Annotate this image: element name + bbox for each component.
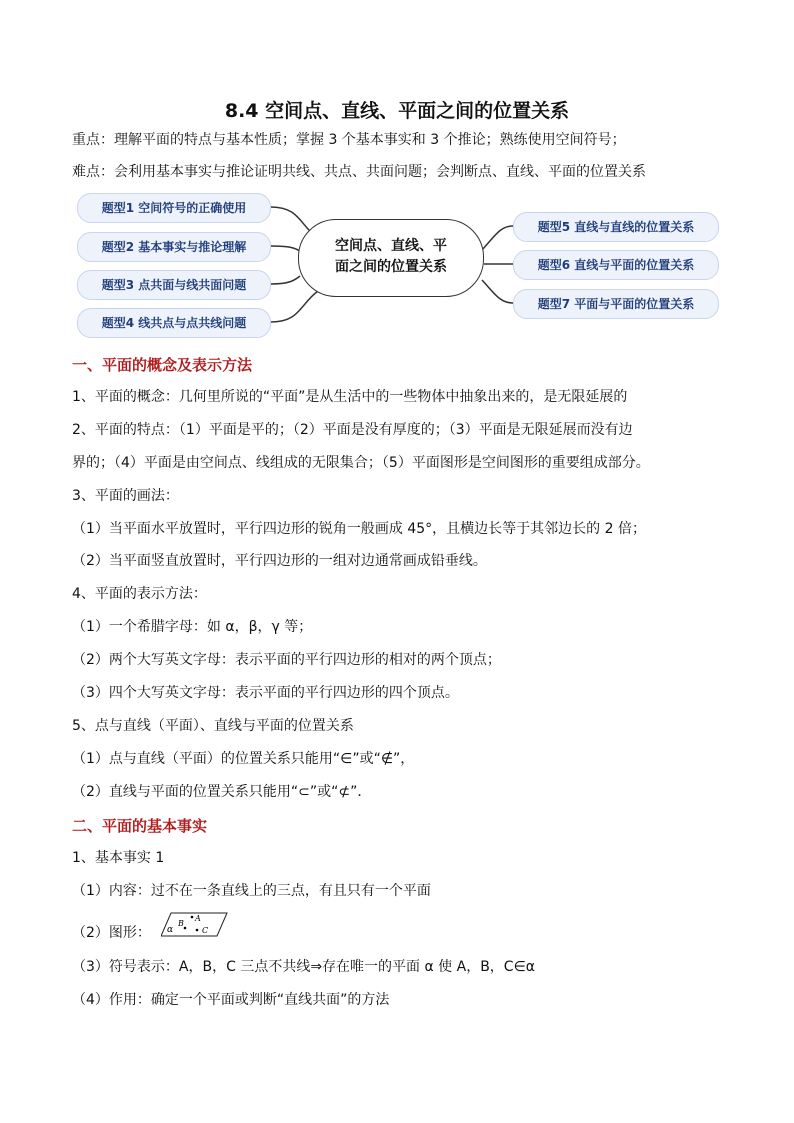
paragraph: 界的；（4）平面是由空间点、线组成的无限集合；（5）平面图形是空间图形的重要组成部分。 <box>72 455 650 471</box>
paragraph: （2）直线与平面的位置关系只能用“⊂”或“⊄”． <box>72 784 372 800</box>
plane-figure <box>161 911 229 939</box>
mindmap-item-2: 题型2 基本事实与推论理解 <box>77 232 271 262</box>
paragraph: （2）当平面竖直放置时，平行四边形的一组对边通常画成铅垂线。 <box>72 553 487 569</box>
paragraph: 3、平面的画法： <box>72 488 179 504</box>
paragraph: 1、基本事实 1 <box>72 850 165 866</box>
paragraph: 2、平面的特点：（1）平面是平的；（2）平面是没有厚度的；（3）平面是无限延展而没有边 <box>72 422 633 438</box>
mindmap-item-6: 题型6 直线与平面的位置关系 <box>513 250 719 280</box>
mindmap-center <box>298 219 484 297</box>
paragraph: （2）图形： <box>72 925 151 941</box>
paragraph: （1）当平面水平放置时，平行四边形的锐角一般画成 45°，且横边长等于其邻边长的 2 倍； <box>72 521 646 537</box>
mindmap-item-4: 题型4 线共点与点共线问题 <box>77 308 271 338</box>
mindmap-item-3: 题型3 点共面与线共面问题 <box>77 270 271 300</box>
paragraph: （2）两个大写英文字母：表示平面的平行四边形的相对的两个顶点； <box>72 652 501 668</box>
mindmap-center-line1: 空间点、直线、平 <box>335 238 447 254</box>
paragraph: （3）符号表示：A，B，C 三点不共线⇒存在唯一的平面 α 使 A，B，C∈α <box>72 959 536 975</box>
mindmap-item-7: 题型7 平面与平面的位置关系 <box>513 289 719 319</box>
paragraph: 5、点与直线（平面）、直线与平面的位置关系 <box>72 718 354 734</box>
key-points: 重点：理解平面的特点与基本性质；掌握 3 个基本事实和 3 个推论；熟练使用空间符号； <box>72 132 626 148</box>
figure-label-a: A <box>195 914 201 923</box>
paragraph: 1、平面的概念：几何里所说的“平面”是从生活中的一些物体中抽象出来的，是无限延展的 <box>72 389 628 405</box>
paragraph: （1）点与直线（平面）的位置关系只能用“∈”或“∉”， <box>72 751 415 767</box>
paragraph: 4、平面的表示方法： <box>72 586 207 602</box>
figure-label-c: C <box>202 926 209 935</box>
paragraph: （4）作用：确定一个平面或判断“直线共面”的方法 <box>72 992 390 1008</box>
figure-label-alpha: α <box>167 925 174 935</box>
section1-heading: 一、平面的概念及表示方法 <box>72 356 253 374</box>
page-title: 8.4 空间点、直线、平面之间的位置关系 <box>224 100 570 122</box>
paragraph: （1）一个希腊字母：如 α，β，γ 等； <box>72 619 313 635</box>
mindmap-item-1: 题型1 空间符号的正确使用 <box>77 193 271 223</box>
paragraph: （3）四个大写英文字母：表示平面的平行四边形的四个顶点。 <box>72 685 459 701</box>
mindmap-center-line2: 面之间的位置关系 <box>335 259 447 275</box>
section2-heading: 二、平面的基本事实 <box>72 817 208 835</box>
figure-label-b: B <box>178 919 184 928</box>
mindmap-item-5: 题型5 直线与直线的位置关系 <box>513 212 719 242</box>
difficulties: 难点：会利用基本事实与推论证明共线、共点、共面问题；会判断点、直线、平面的位置关系 <box>72 164 646 180</box>
paragraph: （1）内容：过不在一条直线上的三点，有且只有一个平面 <box>72 883 431 899</box>
